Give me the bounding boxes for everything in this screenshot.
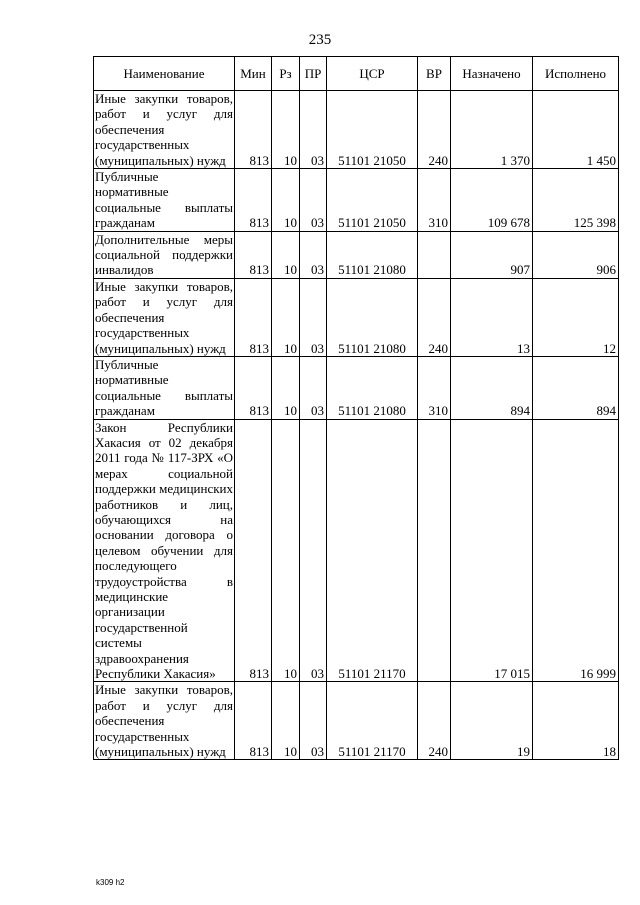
row-vr: [418, 419, 451, 682]
row-min: 813: [235, 356, 272, 419]
header-rz: Рз: [272, 57, 300, 91]
row-name: Иные закупки товаров, работ и услуг для обеспечения государственных (муниципальных) нужд: [95, 682, 233, 760]
header-min: Мин: [235, 57, 272, 91]
row-min: 813: [235, 278, 272, 356]
row-name: Дополнительные меры социальной поддержки инвалидов: [95, 231, 233, 278]
row-pr: 03: [300, 91, 327, 169]
row-executed: 906: [533, 231, 619, 278]
row-vr: [418, 231, 451, 278]
footer-code: k309 h2: [96, 878, 125, 887]
row-assigned: 1 370: [451, 91, 533, 169]
header-name: Наименование: [94, 57, 235, 91]
row-csr: 51101 21080: [327, 356, 418, 419]
row-rz: 10: [272, 91, 300, 169]
row-rz: 10: [272, 169, 300, 232]
row-pr: 03: [300, 356, 327, 419]
row-csr: 51101 21170: [327, 682, 418, 760]
row-assigned: 19: [451, 682, 533, 760]
row-executed: 125 398: [533, 169, 619, 232]
row-vr: 240: [418, 278, 451, 356]
row-csr: 51101 21080: [327, 231, 418, 278]
row-pr: 03: [300, 682, 327, 760]
row-name: Иные закупки товаров, работ и услуг для обеспечения государственных (муниципальных) нужд: [95, 278, 233, 356]
row-min: 813: [235, 169, 272, 232]
row-vr: 240: [418, 682, 451, 760]
row-csr: 51101 21170: [327, 419, 418, 682]
table-row: [94, 419, 619, 682]
table-row: [94, 91, 619, 169]
budget-table: [93, 56, 619, 760]
row-assigned: 894: [451, 356, 533, 419]
row-csr: 51101 21050: [327, 169, 418, 232]
row-executed: 16 999: [533, 419, 619, 682]
header-csr: ЦСР: [327, 57, 418, 91]
row-rz: 10: [272, 419, 300, 682]
row-vr: 310: [418, 169, 451, 232]
table-row: [94, 231, 619, 278]
row-csr: 51101 21080: [327, 278, 418, 356]
table-row: [94, 356, 619, 419]
row-assigned: 17 015: [451, 419, 533, 682]
row-name: Публичные нормативные социальные выплаты гражданам: [95, 356, 233, 419]
row-name: Публичные нормативные социальные выплаты гражданам: [95, 169, 233, 231]
row-csr: 51101 21050: [327, 91, 418, 169]
header-pr: ПР: [300, 57, 327, 91]
page-number: 235: [308, 32, 332, 48]
row-pr: 03: [300, 278, 327, 356]
row-assigned: 13: [451, 278, 533, 356]
table-row: [94, 169, 619, 232]
row-name: Иные закупки товаров, работ и услуг для обеспечения государственных (муниципальных) нужд: [95, 91, 233, 168]
header-executed: Исполнено: [533, 57, 619, 91]
row-min: 813: [235, 419, 272, 682]
table-row: [94, 278, 619, 356]
row-min: 813: [235, 682, 272, 760]
row-executed: 1 450: [533, 91, 619, 169]
header-assigned: Назначено: [451, 57, 533, 91]
row-rz: 10: [272, 356, 300, 419]
row-rz: 10: [272, 682, 300, 760]
row-executed: 18: [533, 682, 619, 760]
row-pr: 03: [300, 419, 327, 682]
row-vr: 240: [418, 91, 451, 169]
row-rz: 10: [272, 231, 300, 278]
row-vr: 310: [418, 356, 451, 419]
row-min: 813: [235, 231, 272, 278]
row-executed: 894: [533, 356, 619, 419]
row-executed: 12: [533, 278, 619, 356]
row-rz: 10: [272, 278, 300, 356]
row-min: 813: [235, 91, 272, 169]
table-row: [94, 682, 619, 760]
row-assigned: 109 678: [451, 169, 533, 232]
row-pr: 03: [300, 169, 327, 232]
table-header-row: [94, 57, 619, 91]
row-name: Закон Республики Хакасия от 02 декабря 2011 года № 117-ЗРХ «О мерах социальной поддержки медицинских работников и лиц, обучающихся на основании договора о целевом обучении для последующего трудоустройства в медицинские организации государственной системы здравоохранения Республики Хакасия»: [95, 419, 233, 682]
row-assigned: 907: [451, 231, 533, 278]
row-pr: 03: [300, 231, 327, 278]
header-vr: ВР: [418, 57, 451, 91]
